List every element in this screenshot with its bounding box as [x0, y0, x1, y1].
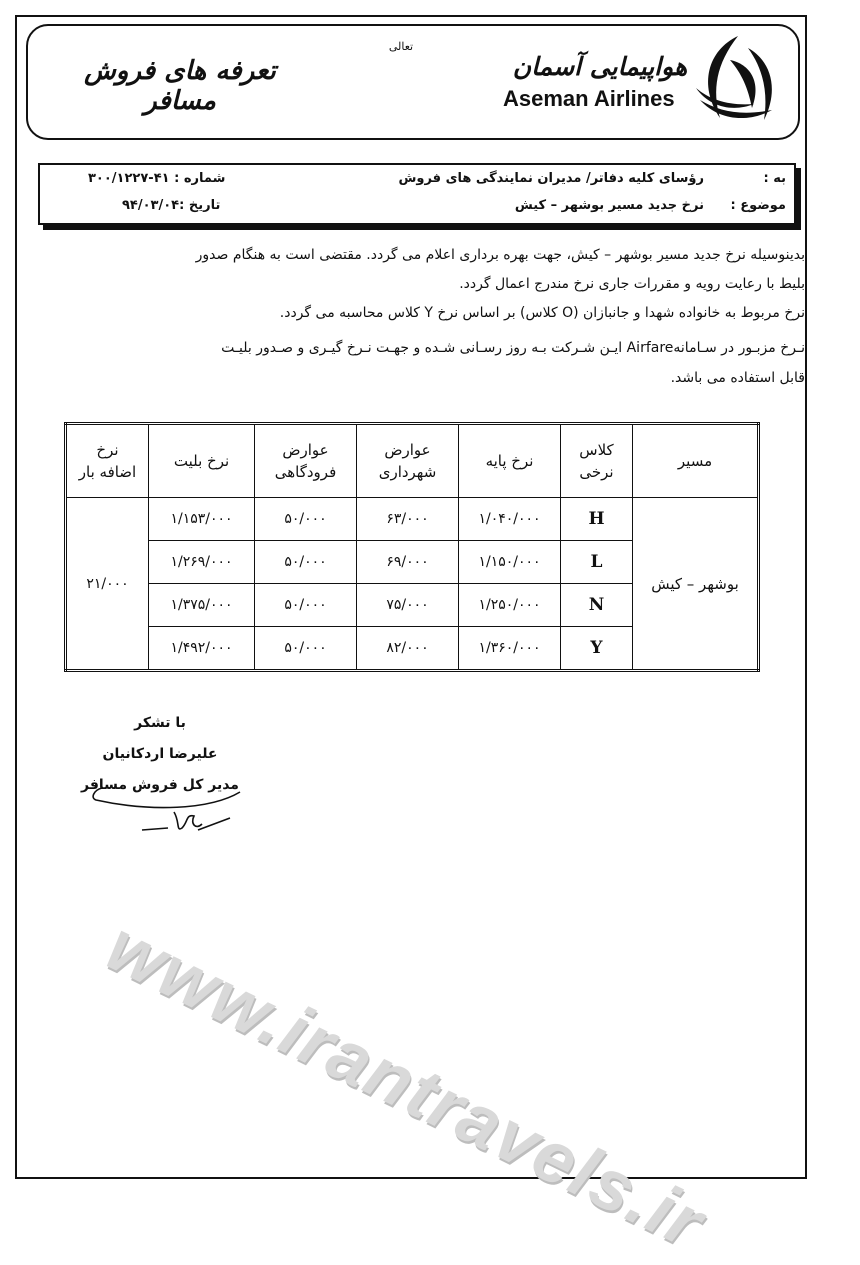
base-fare-cell: ۱/۲۵۰/۰۰۰ [459, 584, 561, 627]
body-line-3: نرخ مربوط به خانواده شهدا و جانبازان (O کلاس) بر اساس نرخ Y کلاس محاسبه می گردد. [279, 305, 805, 321]
subject-label: موضوع : [730, 198, 786, 213]
header-class: کلاس نرخی [561, 424, 633, 498]
airport-fee-cell: ۵۰/۰۰۰ [255, 541, 357, 584]
header-municipal-fee: عوارض شهرداری [357, 424, 459, 498]
airport-fee-cell: ۵۰/۰۰۰ [255, 584, 357, 627]
document-title: تعرفه های فروش مسافر [84, 56, 276, 116]
basmala: تعالی [388, 40, 414, 53]
class-cell: N [561, 584, 633, 627]
closing-text: با تشکر [134, 715, 186, 731]
table-row [66, 498, 759, 541]
fare-table [64, 422, 760, 672]
ticket-fare-cell: ۱/۴۹۲/۰۰۰ [149, 627, 255, 671]
header-excess-baggage: نرخ اضافه بار [66, 424, 149, 498]
base-fare-cell: ۱/۱۵۰/۰۰۰ [459, 541, 561, 584]
airline-name-fa: هواپیمایی آسمان [512, 52, 688, 81]
subject-value: نرخ جدید مسیر بوشهر – کیش [514, 198, 704, 213]
signer-name: علیرضا اردکانیان [102, 746, 218, 762]
header-airport-fee: عوارض فرودگاهی [255, 424, 357, 498]
body-line-2: بلیط با رعایت رویه و مقررات جاری نرخ مندرج اعمال گردد. [459, 276, 805, 292]
base-fare-cell: ۱/۰۴۰/۰۰۰ [459, 498, 561, 541]
class-cell: H [561, 498, 633, 541]
body-line-5: قابل استفاده می باشد. [670, 370, 805, 386]
header-base-fare: نرخ پایه [459, 424, 561, 498]
ticket-fare-cell: ۱/۲۶۹/۰۰۰ [149, 541, 255, 584]
body-line-4: نـرخ مزبـور در سـامانهAirfare ایـن شـرکت بـه روز رسـانی شـده و جهـت نـرخ گیـری و صـدور بلیـت [221, 340, 805, 356]
to-value: رؤسای کلیه دفاتر/ مدیران نمایندگی های فروش [398, 171, 704, 186]
airport-fee-cell: ۵۰/۰۰۰ [255, 498, 357, 541]
municipal-fee-cell: ۸۲/۰۰۰ [357, 627, 459, 671]
signature-icon [90, 770, 250, 840]
memo-box [38, 163, 796, 225]
airline-name-en: Aseman Airlines [503, 86, 675, 111]
body-line-1: بدینوسیله نرخ جدید مسیر بوشهر – کیش، جهت بهره برداری اعلام می گردد. مقتضی است به هنگام صدور [195, 247, 805, 263]
to-label: به : [763, 171, 786, 186]
class-cell: L [561, 541, 633, 584]
airport-fee-cell: ۵۰/۰۰۰ [255, 627, 357, 671]
letter-number: شماره : ۴۱-۳۰۰/۱۲۲۷ [88, 171, 226, 186]
municipal-fee-cell: ۷۵/۰۰۰ [357, 584, 459, 627]
header-route: مسیر [633, 424, 759, 498]
municipal-fee-cell: ۶۹/۰۰۰ [357, 541, 459, 584]
letter-date: تاریخ :۹۴/۰۳/۰۴ [122, 198, 221, 213]
ticket-fare-cell: ۱/۳۷۵/۰۰۰ [149, 584, 255, 627]
aseman-logo-icon [690, 30, 782, 126]
signer-title: مدیر کل فروش مسافر [81, 777, 239, 793]
header-ticket-fare: نرخ بلیت [149, 424, 255, 498]
municipal-fee-cell: ۶۳/۰۰۰ [357, 498, 459, 541]
table-header-row [66, 424, 759, 498]
base-fare-cell: ۱/۳۶۰/۰۰۰ [459, 627, 561, 671]
excess-baggage-cell: ۲۱/۰۰۰ [66, 498, 149, 671]
ticket-fare-cell: ۱/۱۵۳/۰۰۰ [149, 498, 255, 541]
watermark: www.irantravels.ir [94, 905, 718, 1265]
class-cell: Y [561, 627, 633, 671]
route-cell: بوشهر – کیش [633, 498, 759, 671]
